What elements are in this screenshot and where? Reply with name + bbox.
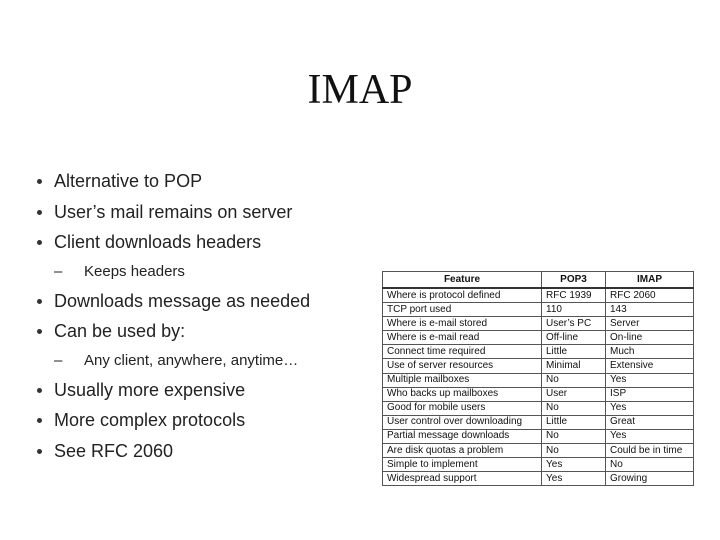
imap-cell: Yes xyxy=(606,401,694,415)
feature-cell: Use of server resources xyxy=(383,359,542,373)
bullet-item: More complex protocols xyxy=(34,405,364,436)
feature-cell: Good for mobile users xyxy=(383,401,542,415)
pop3-cell: User’s PC xyxy=(542,317,606,331)
table-row xyxy=(383,345,694,359)
imap-cell: 143 xyxy=(606,303,694,317)
feature-cell: Where is e-mail stored xyxy=(383,317,542,331)
imap-cell: Yes xyxy=(606,429,694,443)
feature-cell: Widespread support xyxy=(383,472,542,486)
sub-bullet-item: – Any client, anywhere, anytime… xyxy=(34,347,364,375)
header-imap: IMAP xyxy=(606,272,694,289)
table-row xyxy=(383,288,694,303)
pop3-cell: 110 xyxy=(542,303,606,317)
comparison-table xyxy=(382,271,694,486)
table-row xyxy=(383,401,694,415)
bullet-item: Can be used by: xyxy=(34,316,364,347)
pop3-cell: No xyxy=(542,444,606,458)
pop3-cell: Yes xyxy=(542,458,606,472)
bullet-list xyxy=(34,166,364,466)
imap-cell: Much xyxy=(606,345,694,359)
bullet-item: Downloads message as needed xyxy=(34,286,364,317)
pop3-cell: Yes xyxy=(542,472,606,486)
pop3-cell: RFC 1939 xyxy=(542,288,606,303)
feature-cell: Partial message downloads xyxy=(383,429,542,443)
header-pop3: POP3 xyxy=(542,272,606,289)
bullet-item: Alternative to POP xyxy=(34,166,364,197)
feature-cell: Where is protocol defined xyxy=(383,288,542,303)
pop3-cell: No xyxy=(542,401,606,415)
feature-cell: Who backs up mailboxes xyxy=(383,387,542,401)
feature-cell: Simple to implement xyxy=(383,458,542,472)
table-row xyxy=(383,472,694,486)
pop3-cell: No xyxy=(542,373,606,387)
feature-cell: Are disk quotas a problem xyxy=(383,444,542,458)
comparison-table-container xyxy=(382,271,694,486)
feature-cell: Multiple mailboxes xyxy=(383,373,542,387)
bullet-item: Usually more expensive xyxy=(34,375,364,406)
imap-cell: Great xyxy=(606,415,694,429)
table-header-row xyxy=(383,272,694,289)
pop3-cell: No xyxy=(542,429,606,443)
bullet-item: Client downloads headers xyxy=(34,227,364,258)
table-row xyxy=(383,458,694,472)
pop3-cell: Minimal xyxy=(542,359,606,373)
table-row xyxy=(383,373,694,387)
table-row xyxy=(383,387,694,401)
bullet-item: User’s mail remains on server xyxy=(34,197,364,228)
feature-cell: User control over downloading xyxy=(383,415,542,429)
table-row xyxy=(383,303,694,317)
table-row xyxy=(383,317,694,331)
bullet-item: See RFC 2060 xyxy=(34,436,364,467)
imap-cell: Extensive xyxy=(606,359,694,373)
sub-bullet-item: – Keeps headers xyxy=(34,258,364,286)
imap-cell: Growing xyxy=(606,472,694,486)
slide-title: IMAP xyxy=(307,67,413,113)
pop3-cell: Little xyxy=(542,415,606,429)
table-row xyxy=(383,429,694,443)
feature-cell: Where is e-mail read xyxy=(383,331,542,345)
pop3-cell: Little xyxy=(542,345,606,359)
pop3-cell: Off-line xyxy=(542,331,606,345)
imap-cell: No xyxy=(606,458,694,472)
pop3-cell: User xyxy=(542,387,606,401)
table-row xyxy=(383,331,694,345)
table-row xyxy=(383,359,694,373)
imap-cell: Server xyxy=(606,317,694,331)
imap-cell: On-line xyxy=(606,331,694,345)
imap-cell: RFC 2060 xyxy=(606,288,694,303)
header-feature: Feature xyxy=(383,272,542,289)
imap-cell: Yes xyxy=(606,373,694,387)
table-row xyxy=(383,444,694,458)
imap-cell: Could be in time xyxy=(606,444,694,458)
table-row xyxy=(383,415,694,429)
feature-cell: TCP port used xyxy=(383,303,542,317)
imap-cell: ISP xyxy=(606,387,694,401)
feature-cell: Connect time required xyxy=(383,345,542,359)
